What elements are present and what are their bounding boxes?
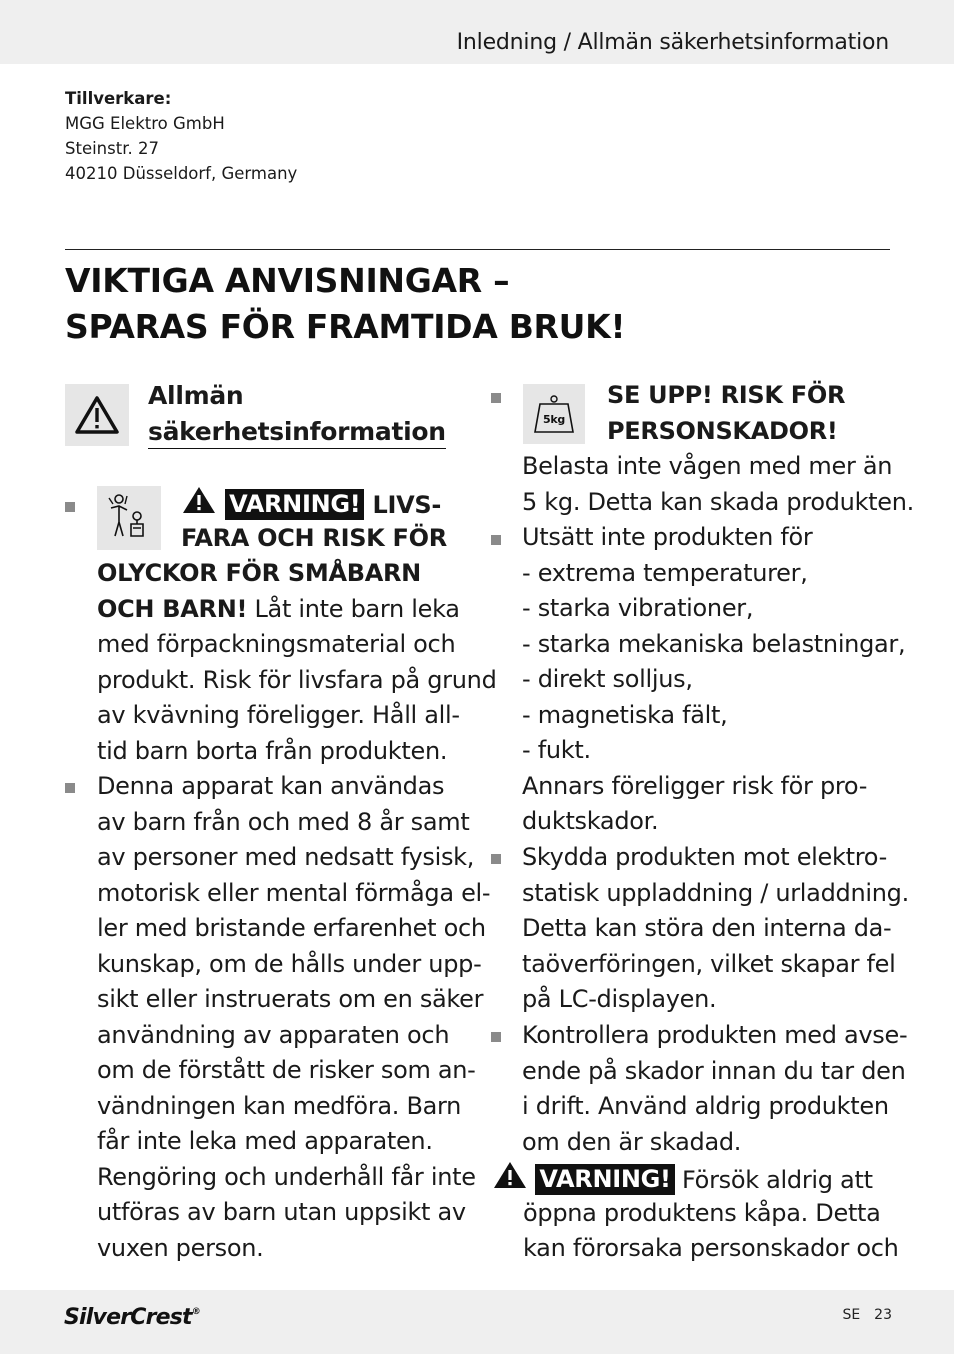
text-line: av personer med nedsatt fysisk, [97,843,475,871]
text-line: vändningen kan medföra. Barn [97,1091,462,1120]
warning-triangle-icon [65,384,129,446]
warning-suffix: LIVS- [372,491,442,519]
manufacturer-block [65,86,297,186]
divider [65,249,890,250]
text-line: PERSONSKADOR! [607,416,838,445]
warning-badge: VARNING! [225,489,364,520]
text-line: om de förstått de risker som an- [97,1056,476,1084]
bullet-icon [65,502,75,512]
page-header-title: Inledning / Allmän säkerhetsinformation [456,30,889,55]
text-line: Kontrollera produkten med avse- [522,1021,908,1049]
main-title [65,258,625,350]
warning-triangle-icon [181,485,217,515]
text-line: motorisk eller mental förmåga el- [97,878,491,907]
list-item: - extrema temperaturer, [522,558,808,587]
paragraph [490,840,909,1018]
list-item: - magnetiska fält, [522,700,728,729]
text-line: SE UPP! RISK FÖR [607,381,846,409]
caution-heading [607,378,845,449]
text-line: kan förorsaka personskador och [523,1234,899,1262]
text-line: Annars föreligger risk för pro- [522,771,868,800]
page-number: 23 [874,1307,892,1323]
warning-line [181,485,441,521]
page-indicator [828,1307,892,1323]
bullet-icon [491,393,501,403]
child-safety-icon [97,486,161,550]
section-heading-line: säkerhetsinformation [148,417,446,449]
paragraph [65,769,491,1266]
text-line: får inte leka med apparaten. [97,1127,433,1155]
text-line: ler med bristande erfarenhet och [97,914,486,942]
list-item: - starka vibrationer, [522,594,754,622]
manufacturer-line: Steinstr. 27 [65,139,159,158]
manufacturer-line: MGG Elektro GmbH [65,114,225,133]
brand-logo: SilverCrest® [64,1305,200,1330]
text-line: Rengöring och underhåll får inte [97,1162,476,1191]
page-footer [0,1290,954,1354]
warning-triangle-icon [492,1160,528,1190]
text-line: i drift. Använd aldrig produkten [522,1092,889,1120]
list-item: - fukt. [522,736,591,764]
page-header-bar [0,0,954,64]
text: Låt inte barn leka [247,594,460,623]
manufacturer-line: 40210 Düsseldorf, Germany [65,164,298,183]
text-line: Denna apparat kan användas [97,772,445,800]
paragraph [490,520,906,840]
text-line: öppna produktens kåpa. Detta [523,1198,881,1227]
text-line: kunskap, om de hålls under upp- [97,949,482,978]
main-title-line: SPARAS FÖR FRAMTIDA BRUK! [65,307,626,346]
text-line: OLYCKOR FÖR SMÅBARN [97,559,421,587]
weight-label: 5kg [543,413,565,426]
text-line: taöverföringen, vilket skapar fel [522,949,896,978]
paragraph [492,1160,902,1267]
section-heading-line: Allmän [148,381,244,410]
text-line: ende på skador innan du tar den [522,1056,906,1085]
text-line: Utsätt inte produkten för [522,523,813,551]
text-line: av barn från och med 8 år samt [97,807,470,836]
text-line: produkt. Risk för livsfara på grund [97,665,497,694]
brand-name: SilverCrest [64,1305,192,1330]
text-line: FARA OCH RISK FÖR [181,523,447,552]
text-line: Belasta inte vågen med mer än [522,452,893,480]
text-line: duktskador. [522,807,659,835]
text: Försök aldrig att [674,1166,873,1194]
text-line: 5 kg. Detta kan skada produkten. [522,487,914,516]
text-line: vuxen person. [97,1233,264,1262]
bold-text: OCH BARN! [97,594,248,623]
paragraph [490,449,914,520]
text-line: av kvävning föreligger. Håll all- [97,701,460,729]
language-code: SE [842,1307,861,1323]
paragraph [65,592,497,770]
paragraph [490,1018,908,1160]
main-title-line: VIKTIGA ANVISNINGAR – [65,261,510,300]
list-item: - starka mekaniska belastningar, [522,629,906,658]
text-line: på LC-displayen. [522,985,717,1013]
section-heading [148,378,446,449]
text-line: om den är skadad. [522,1127,742,1156]
list-item: - direkt solljus, [522,665,693,693]
text-line: med förpackningsmaterial och [97,630,456,658]
text-line: tid barn borta från produkten. [97,736,448,765]
weight-5kg-icon [523,384,585,444]
warning-badge: VARNING! [535,1164,674,1195]
text-line: användning av apparaten och [97,1020,450,1049]
text-line: Skydda produkten mot elektro- [522,843,887,871]
text-line: statisk uppladdning / urladdning. [522,878,909,907]
manufacturer-label: Tillverkare: [65,89,172,108]
text-line: Detta kan störa den interna da- [522,914,892,942]
text-line: utföras av barn utan uppsikt av [97,1198,466,1226]
text-line: sikt eller instruerats om en säker [97,985,484,1013]
